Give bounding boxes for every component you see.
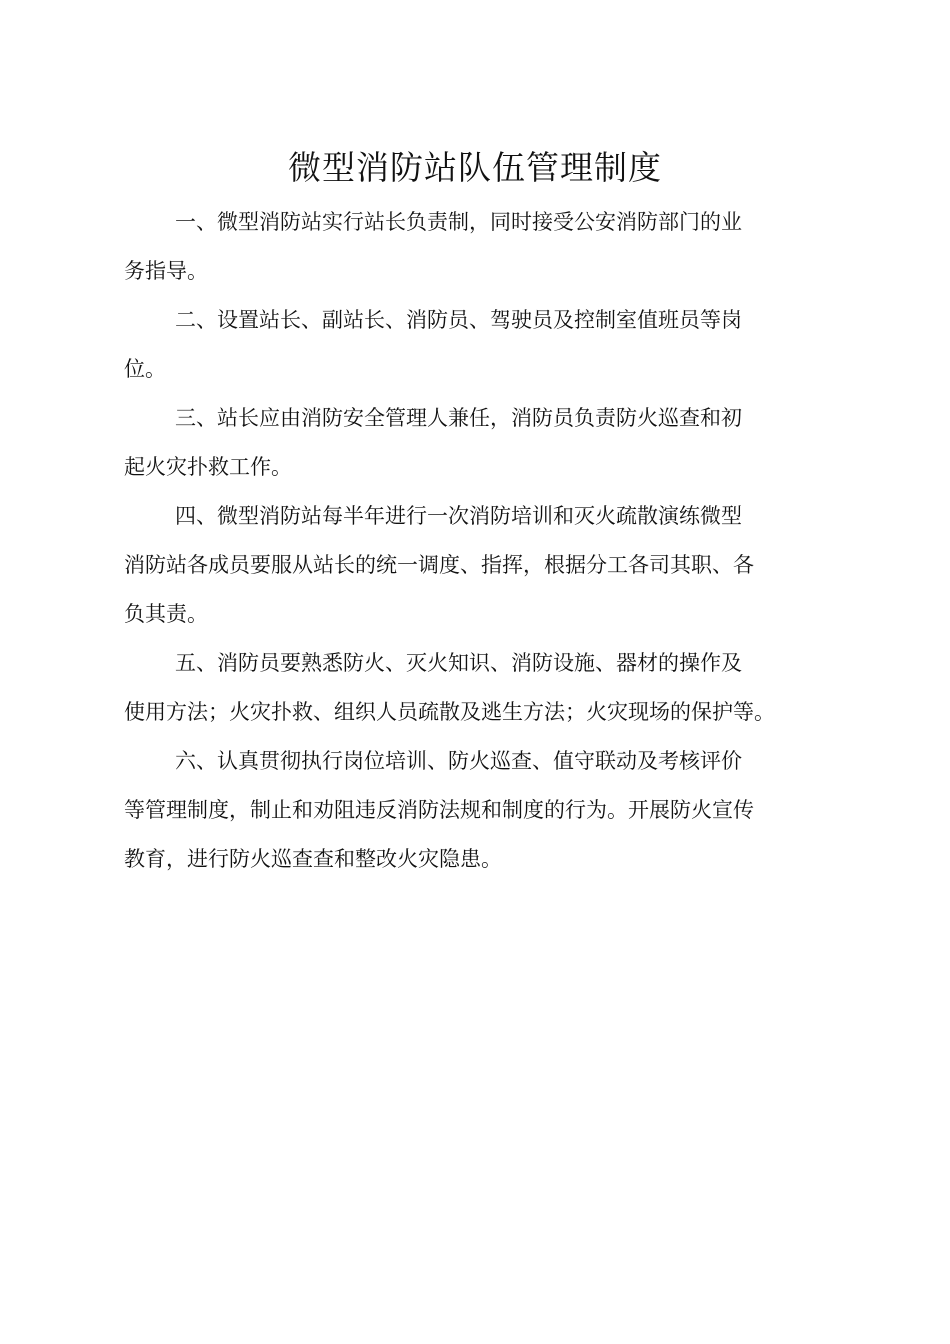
paragraph-line: 起火灾扑救工作。 [124,455,292,479]
paragraph-line: 五、消防员要熟悉防火、灭火知识、消防设施、器材的操作及 [175,651,742,675]
paragraph-line: 等管理制度，制止和劝阻违反消防法规和制度的行为。开展防火宣传 [124,798,754,822]
paragraph-line: 四、微型消防站每半年进行一次消防培训和灭火疏散演练微型 [175,504,742,528]
paragraph-5 [124,639,844,737]
paragraph-line: 负其责。 [124,602,208,626]
document-title: 微型消防站队伍管理制度 [288,148,662,187]
paragraph-line: 消防站各成员要服从站长的统一调度、指挥，根据分工各司其职、各 [124,553,754,577]
paragraph-line: 六、认真贯彻执行岗位培训、防火巡查、值守联动及考核评价 [175,749,742,773]
paragraph-2 [124,296,844,394]
paragraph-line: 位。 [124,357,166,381]
document-body [124,198,844,884]
paragraph-6 [124,737,844,884]
paragraph-line: 教育，进行防火巡查查和整改火灾隐患。 [124,847,502,871]
paragraph-line: 使用方法；火灾扑救、组织人员疏散及逃生方法；火灾现场的保护等。 [124,700,775,724]
paragraph-line: 二、设置站长、副站长、消防员、驾驶员及控制室值班员等岗 [175,308,742,332]
paragraph-3 [124,394,844,492]
paragraph-line: 三、站长应由消防安全管理人兼任，消防员负责防火巡查和初 [175,406,742,430]
paragraph-line: 务指导。 [124,259,208,283]
paragraph-line: 一、微型消防站实行站长负责制，同时接受公安消防部门的业 [175,210,742,234]
paragraph-1 [124,198,844,296]
paragraph-4 [124,492,844,639]
